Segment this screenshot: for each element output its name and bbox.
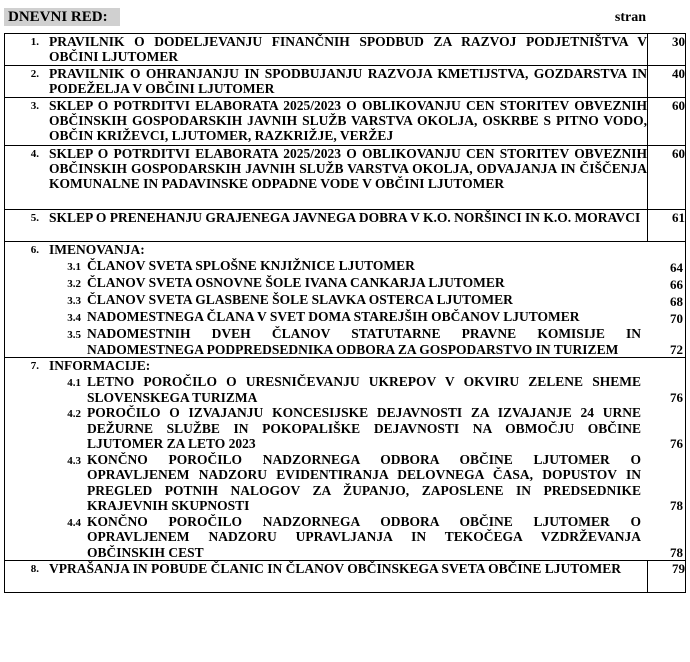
item-text: SKLEP O POTRDITVI ELABORATA 2025/2023 O OBLIKOVANJU CEN STORITEV OBVEZNIH OBČINSKIH GOSPODARSKIH JAVNIH SLUŽB VARSTVA OKOLJA, OSKRBE S PITNO VODO, OBČIN KRIŽEVCI, LJUTOMER, RAZKRIŽJE, VERŽEJ [49,98,647,143]
item-text: VPRAŠANJA IN POBUDE ČLANIC IN ČLANOV OBČINSKEGA SVETA OBČINE LJUTOMER [49,561,621,576]
sub-item-text: ČLANOV SVETA OSNOVNE ŠOLE IVANA CANKARJA LJUTOMER [87,275,505,290]
item-page: 60 [648,146,686,210]
sub-item-text: KONČNO POROČILO NADZORNEGA ODBORA OBČINE LJUTOMER O OPRAVLJENEM NADZORU EVIDENTIRANJA DELOVNEGA ČASA, DOPUSTOV IN PREGLED POTNIH NALOGOV ZA ŽUPANJO, ZAPOSLENE IN PREDSEDNIKE KRAJEVNIH SKUPNOSTI [87,451,641,513]
item-text: SKLEP O PRENEHANJU GRAJENEGA JAVNEGA DOBRA V K.O. NORŠINCI IN K.O. MORAVCI [49,210,641,225]
sub-item-page: 78 [670,544,683,560]
agenda-group-cell [5,242,686,358]
agenda-row [5,34,686,66]
agenda-item-cell [5,66,648,98]
agenda-item-cell [5,34,648,66]
sub-item-number: 4.4 [67,516,81,529]
agenda-row [5,561,686,593]
agenda-item-cell [5,98,648,146]
item-page: 61 [648,210,686,242]
item-page: 30 [648,34,686,66]
sub-item-text: POROČILO O IZVAJANJU KONCESIJSKE DEJAVNOSTI ZA IZVAJANJE 24 URNE DEŽURNE SLUŽBE IN POKOPALIŠKE DEJAVNOSTI NA OBMOČJU OBČINE LJUTOMER ZA LETO 2023 [87,405,641,451]
agenda-group-cell [5,358,686,561]
agenda-title: DNEVNI RED: [4,8,120,26]
item-number: 3. [30,100,39,112]
sub-item [5,514,683,561]
sub-item-number: 3.1 [67,261,81,273]
sub-item-page: 76 [670,389,683,405]
agenda-item-cell [5,146,648,210]
agenda-row [5,146,686,210]
item-page: 79 [648,561,686,593]
sub-item [5,275,683,292]
sub-item [5,292,683,309]
sub-item [5,405,683,452]
sub-item [5,258,683,275]
sub-item-text: ČLANOV SVETA SPLOŠNE KNJIŽNICE LJUTOMER [87,258,415,273]
agenda-header [4,6,686,28]
item-number: 5. [30,212,39,224]
sub-item-number: 3.3 [67,295,81,307]
sub-item [5,309,683,326]
sub-item-page: 64 [670,259,683,275]
sub-item-number: 3.5 [67,329,81,341]
group-title: IMENOVANJA: [49,242,145,257]
sub-item-page: 66 [670,276,683,292]
agenda-row-group-imenovanja [5,242,686,358]
group-title: INFORMACIJE: [49,358,151,373]
sub-item-number: 4.3 [67,454,81,467]
sub-item-number: 4.1 [67,377,81,389]
item-page: 40 [648,66,686,98]
agenda-item-cell [5,210,648,242]
item-number: 1. [30,36,39,48]
item-page: 60 [648,98,686,146]
sub-item-text: ČLANOV SVETA GLASBENE ŠOLE SLAVKA OSTERCA LJUTOMER [87,292,513,307]
agenda-row [5,210,686,242]
item-text: PRAVILNIK O OHRANJANJU IN SPODBUJANJU RAZVOJA KMETIJSTVA, GOZDARSTVA IN PODEŽELJA V OBČINI LJUTOMER [49,66,647,96]
sub-item-number: 3.4 [67,312,81,324]
page-column-label: stran [614,10,646,25]
sub-item-page: 72 [670,341,683,357]
sub-item-number: 3.2 [67,278,81,290]
agenda-row [5,98,686,146]
agenda-item-cell [5,561,648,593]
agenda-row-group-informacije [5,358,686,561]
sub-item-number: 4.2 [67,408,81,420]
item-text: SKLEP O POTRDITVI ELABORATA 2025/2023 O OBLIKOVANJU CEN STORITEV OBVEZNIH OBČINSKIH GOSPODARSKIH JAVNIH SLUŽB VARSTVA OKOLJA, ODVAJANJA IN ČIŠČENJA KOMUNALNE IN PADAVINSKE ODPADNE VODE V OBČINI LJUTOMER [49,146,647,191]
item-number: 8. [30,563,39,575]
group-number: 7. [30,360,39,372]
item-number: 2. [30,68,39,80]
group-number: 6. [30,244,39,256]
sub-item-text: LETNO POROČILO O URESNIČEVANJU UKREPOV V OKVIRU ZELENE SHEME SLOVENSKEGA TURIZMA [87,374,641,405]
sub-item-page: 76 [670,436,683,451]
sub-item [5,452,683,514]
agenda-table [4,33,686,593]
sub-item-text: NADOMESTNEGA ČLANA V SVET DOMA STAREJŠIH OBČANOV LJUTOMER [87,309,580,324]
sub-item [5,326,683,357]
sub-item-text: NADOMESTNIH DVEH ČLANOV STATUTARNE PRAVNE KOMISIJE IN NADOMESTNEGA PODPREDSEDNIKA ODBORA ZA GOSPODARSTVO IN TURIZEM [87,326,641,357]
sub-item-page: 68 [670,293,683,309]
sub-item-page: 78 [670,498,683,513]
agenda-row [5,66,686,98]
item-number: 4. [30,148,39,160]
sub-item-page: 70 [670,310,683,326]
item-text: PRAVILNIK O DODELJEVANJU FINANČNIH SPODBUD ZA RAZVOJ PODJETNIŠTVA V OBČINI LJUTOMER [49,34,647,64]
sub-item-text: KONČNO POROČILO NADZORNEGA ODBORA OBČINE LJUTOMER O OPRAVLJENEM NADZORU UPRAVLJANJA IN TEKOČEGA VZDRŽEVANJA OBČINSKIH CEST [87,513,641,560]
sub-item [5,374,683,405]
